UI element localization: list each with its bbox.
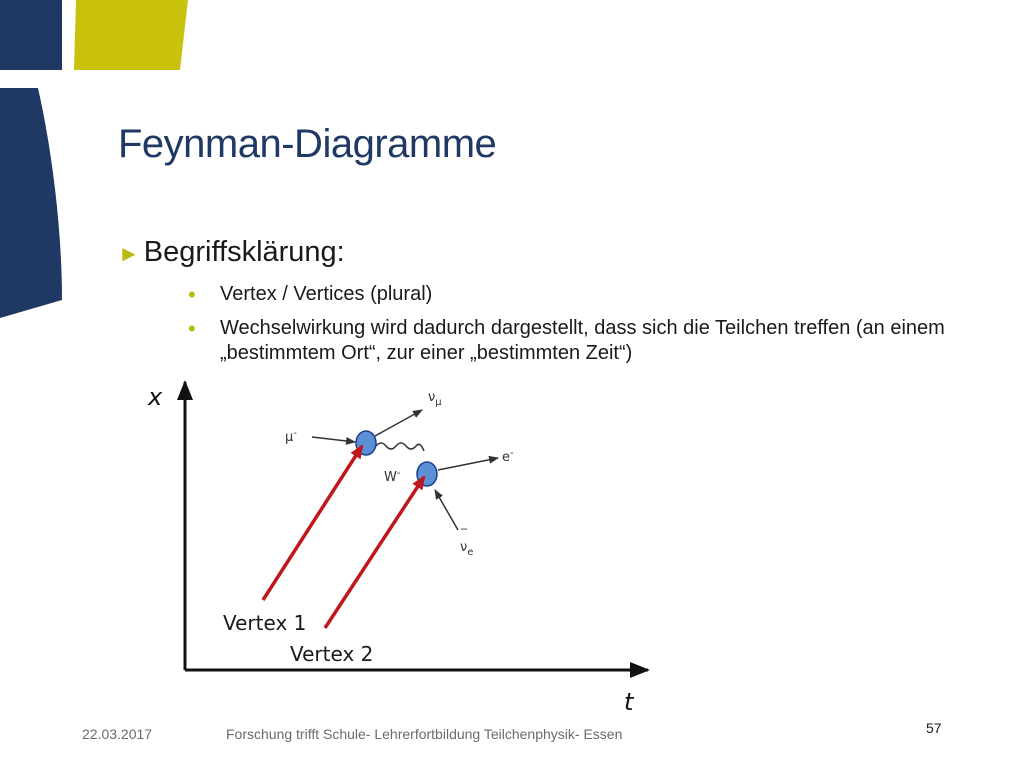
electron-label: e-	[502, 448, 514, 465]
electron-antineutrino-label: $\nu_e$	[460, 540, 474, 558]
muon-label: μ-	[285, 428, 297, 445]
bullet-text: Vertex / Vertices (plural)	[220, 283, 433, 305]
vertex-2-pointer	[325, 477, 424, 628]
w-boson-label: W-	[384, 468, 401, 485]
bullet-text: Wechselwirkung wird dadurch dargestellt, dass sich die Teilchen treffen (an einem „bestimmtem Ort“, zur einer „bestimmten Zeit“)	[220, 317, 945, 364]
electron-antineutrino-bar: ‾	[461, 527, 467, 541]
w-boson-line	[376, 443, 424, 451]
vertex-1-label: Vertex 1	[223, 611, 307, 635]
electron-line	[438, 458, 498, 470]
muon-neutrino-line	[375, 410, 422, 436]
triangle-bullet-icon: ►	[118, 241, 140, 266]
muon-line	[312, 437, 355, 442]
t-axis-label: t	[624, 688, 634, 716]
footer-text: Forschung trifft Schule- Lehrerfortbildung Teilchenphysik- Essen	[226, 726, 623, 742]
muon-neutrino-label: $\nu_\mu$	[428, 390, 442, 408]
slide-title: Feynman-Diagramme	[118, 122, 497, 166]
x-axis-label: x	[148, 383, 163, 411]
vertex-2-label: Vertex 2	[290, 642, 374, 666]
bullet-dot-icon: •	[188, 316, 196, 341]
section-heading-text: Begriffsklärung:	[143, 236, 345, 268]
electron-antineutrino-line	[435, 490, 458, 530]
vertex-1-pointer	[263, 446, 362, 600]
footer-date: 22.03.2017	[82, 726, 153, 742]
bullet-dot-icon: •	[188, 282, 196, 307]
slide-number: 57	[926, 720, 942, 736]
